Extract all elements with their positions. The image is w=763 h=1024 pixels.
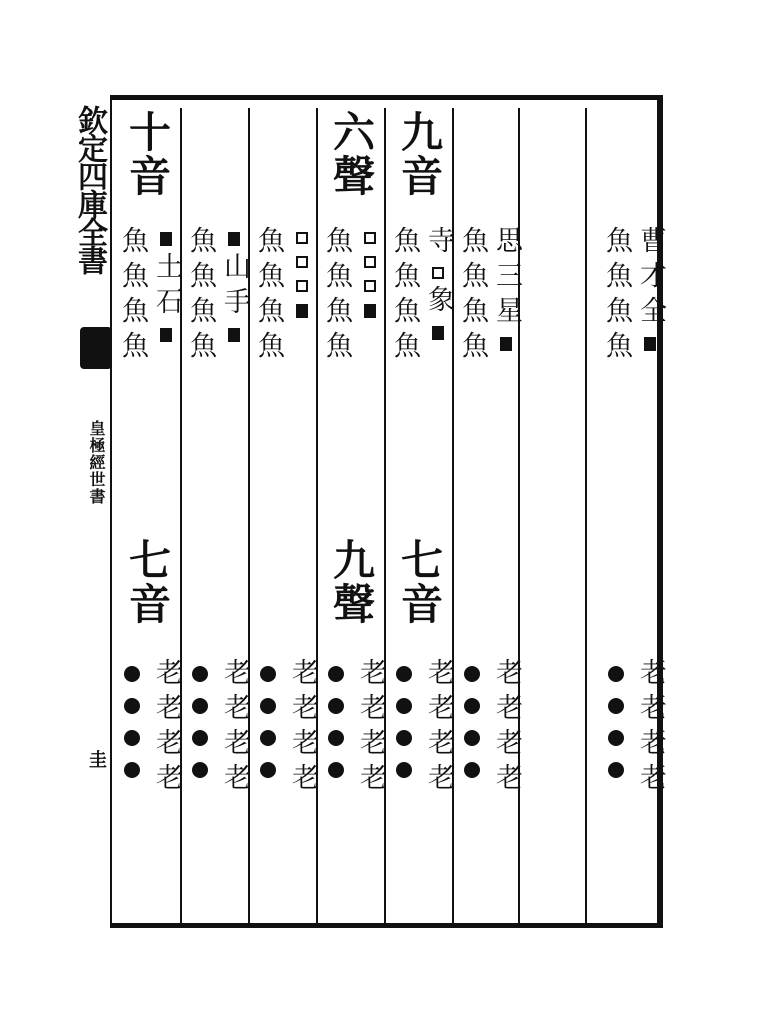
char: 魚	[457, 226, 488, 261]
char: 魚	[253, 296, 284, 331]
block-mark	[500, 337, 512, 351]
char: 老	[151, 658, 182, 693]
char: 老	[219, 658, 250, 693]
filled-circle-mark	[124, 698, 140, 714]
filled-circle-mark	[396, 666, 412, 682]
block-mark	[432, 326, 444, 340]
char: 魚	[185, 296, 216, 331]
char: 星	[491, 296, 522, 331]
char: 老	[287, 763, 318, 798]
page-number: 圭	[86, 750, 107, 768]
upper-cell-group	[184, 226, 250, 366]
cell-line	[388, 658, 420, 798]
lower-cell-group	[456, 658, 522, 798]
block-mark	[228, 328, 240, 342]
char: 魚	[185, 331, 216, 366]
char: 魚	[601, 331, 632, 366]
char: 魚	[389, 331, 420, 366]
char: 老	[491, 763, 522, 798]
char: 老	[491, 728, 522, 763]
filled-circle-mark	[192, 666, 208, 682]
lower-cell-group	[600, 658, 666, 798]
filled-circle-mark	[396, 762, 412, 778]
char: 老	[287, 728, 318, 763]
empty-square-mark	[296, 232, 308, 244]
char: 老	[287, 658, 318, 693]
char: 老	[355, 728, 386, 763]
filled-circle-mark	[608, 730, 624, 746]
upper-cell-group	[116, 226, 182, 366]
column-heading-bottom: 七音	[123, 538, 172, 626]
char: 魚	[321, 261, 352, 296]
char: 老	[635, 658, 666, 693]
column-heading-top: 十音	[123, 110, 172, 198]
filled-circle-mark	[328, 730, 344, 746]
char: 老	[355, 658, 386, 693]
cell-line	[320, 226, 352, 366]
upper-cell-group	[600, 226, 666, 366]
char: 思	[491, 226, 522, 261]
filled-circle-mark	[328, 762, 344, 778]
filled-circle-mark	[464, 730, 480, 746]
char: 魚	[321, 296, 352, 331]
char: 老	[219, 693, 250, 728]
cell-line	[286, 226, 318, 366]
char: 老	[151, 763, 182, 798]
char: 魚	[253, 261, 284, 296]
cell-line	[184, 658, 216, 798]
margin-column	[70, 105, 110, 925]
char: 老	[635, 728, 666, 763]
filled-circle-mark	[260, 666, 276, 682]
column-heading-top: 九音	[395, 110, 444, 198]
lower-cell-group	[320, 658, 386, 798]
cell-line	[286, 658, 318, 798]
char: 老	[635, 693, 666, 728]
char: 老	[491, 693, 522, 728]
filled-circle-mark	[396, 698, 412, 714]
column-heading-bottom: 七音	[395, 538, 444, 626]
char: 魚	[389, 261, 420, 296]
block-mark	[160, 232, 172, 246]
upper-cell-group	[252, 226, 318, 366]
column-heading-top: 六聲	[327, 110, 376, 198]
char: 魚	[601, 226, 632, 261]
cell-line	[320, 658, 352, 798]
cell-line	[116, 226, 148, 366]
char: 老	[491, 658, 522, 693]
char: 老	[287, 693, 318, 728]
char: 魚	[117, 261, 148, 296]
margin-block-mark	[80, 327, 112, 369]
char: 老	[151, 728, 182, 763]
char: 老	[219, 728, 250, 763]
filled-circle-mark	[260, 730, 276, 746]
column-rule	[585, 108, 587, 923]
filled-circle-mark	[192, 698, 208, 714]
filled-circle-mark	[260, 698, 276, 714]
filled-circle-mark	[464, 666, 480, 682]
filled-circle-mark	[608, 666, 624, 682]
char: 魚	[321, 226, 352, 261]
column-c2	[456, 108, 522, 923]
column-c3	[388, 108, 454, 923]
cell-line	[252, 658, 284, 798]
char: 魚	[457, 261, 488, 296]
cell-line	[456, 658, 488, 798]
filled-circle-mark	[608, 762, 624, 778]
filled-circle-mark	[396, 730, 412, 746]
char: 山	[219, 252, 250, 287]
filled-circle-mark	[260, 762, 276, 778]
char: 魚	[601, 261, 632, 296]
filled-circle-mark	[328, 698, 344, 714]
column-c5	[252, 108, 318, 923]
filled-circle-mark	[192, 730, 208, 746]
block-mark	[296, 304, 308, 318]
char: 魚	[321, 331, 352, 366]
cell-line	[634, 658, 666, 798]
char: 老	[423, 693, 454, 728]
cell-line	[150, 658, 182, 798]
char: 魚	[253, 331, 284, 366]
cell-line	[490, 658, 522, 798]
cell-line	[600, 658, 632, 798]
cell-line	[150, 226, 182, 366]
char: 魚	[253, 226, 284, 261]
char: 手	[219, 287, 250, 322]
cell-line	[218, 658, 250, 798]
char: 魚	[457, 296, 488, 331]
filled-circle-mark	[464, 698, 480, 714]
filled-circle-mark	[608, 698, 624, 714]
cell-line	[422, 226, 454, 366]
char: 全	[635, 296, 666, 331]
empty-square-mark	[364, 256, 376, 268]
volume-title: 皇極經世書	[87, 420, 106, 505]
empty-square-mark	[364, 232, 376, 244]
filled-circle-mark	[124, 730, 140, 746]
char: 魚	[457, 331, 488, 366]
char: 象	[423, 285, 454, 320]
char: 老	[635, 763, 666, 798]
lower-cell-group	[388, 658, 454, 798]
cell-line	[490, 226, 522, 366]
cell-line	[600, 226, 632, 366]
filled-circle-mark	[124, 666, 140, 682]
filled-circle-mark	[124, 762, 140, 778]
block-mark	[160, 328, 172, 342]
char: 魚	[185, 261, 216, 296]
char: 老	[423, 763, 454, 798]
filled-circle-mark	[328, 666, 344, 682]
cell-line	[184, 226, 216, 366]
cell-line	[218, 226, 250, 366]
cell-line	[354, 226, 386, 366]
char: 三	[491, 261, 522, 296]
char: 老	[355, 693, 386, 728]
char: 魚	[117, 296, 148, 331]
char: 老	[423, 658, 454, 693]
cell-line	[422, 658, 454, 798]
cell-line	[388, 226, 420, 366]
block-mark	[644, 337, 656, 351]
column-heading-bottom: 九聲	[327, 538, 376, 626]
char: 魚	[185, 226, 216, 261]
empty-square-mark	[296, 256, 308, 268]
char: 石	[151, 287, 182, 322]
lower-cell-group	[116, 658, 182, 798]
upper-cell-group	[456, 226, 522, 366]
cell-line	[456, 226, 488, 366]
column-c1	[600, 108, 666, 923]
char: 魚	[601, 296, 632, 331]
book-title: 欽定四庫全書	[72, 105, 107, 273]
column-c4	[320, 108, 386, 923]
cell-line	[116, 658, 148, 798]
upper-cell-group	[388, 226, 454, 366]
cell-line	[634, 226, 666, 366]
empty-square-mark	[296, 280, 308, 292]
char: 老	[151, 693, 182, 728]
char: 魚	[117, 226, 148, 261]
char: 老	[423, 728, 454, 763]
block-mark	[364, 304, 376, 318]
lower-cell-group	[252, 658, 318, 798]
char: 曹	[635, 226, 666, 261]
filled-circle-mark	[192, 762, 208, 778]
char: 寺	[423, 226, 454, 261]
char: 魚	[389, 226, 420, 261]
char: 魚	[389, 296, 420, 331]
char: 才	[635, 261, 666, 296]
column-c6	[184, 108, 250, 923]
block-mark	[228, 232, 240, 246]
lower-cell-group	[184, 658, 250, 798]
cell-line	[354, 658, 386, 798]
upper-cell-group	[320, 226, 386, 366]
filled-circle-mark	[464, 762, 480, 778]
empty-square-mark	[364, 280, 376, 292]
char: 魚	[117, 331, 148, 366]
char: 土	[151, 252, 182, 287]
cell-line	[252, 226, 284, 366]
char: 老	[355, 763, 386, 798]
empty-square-mark	[432, 267, 444, 279]
column-c7	[116, 108, 182, 923]
char: 老	[219, 763, 250, 798]
